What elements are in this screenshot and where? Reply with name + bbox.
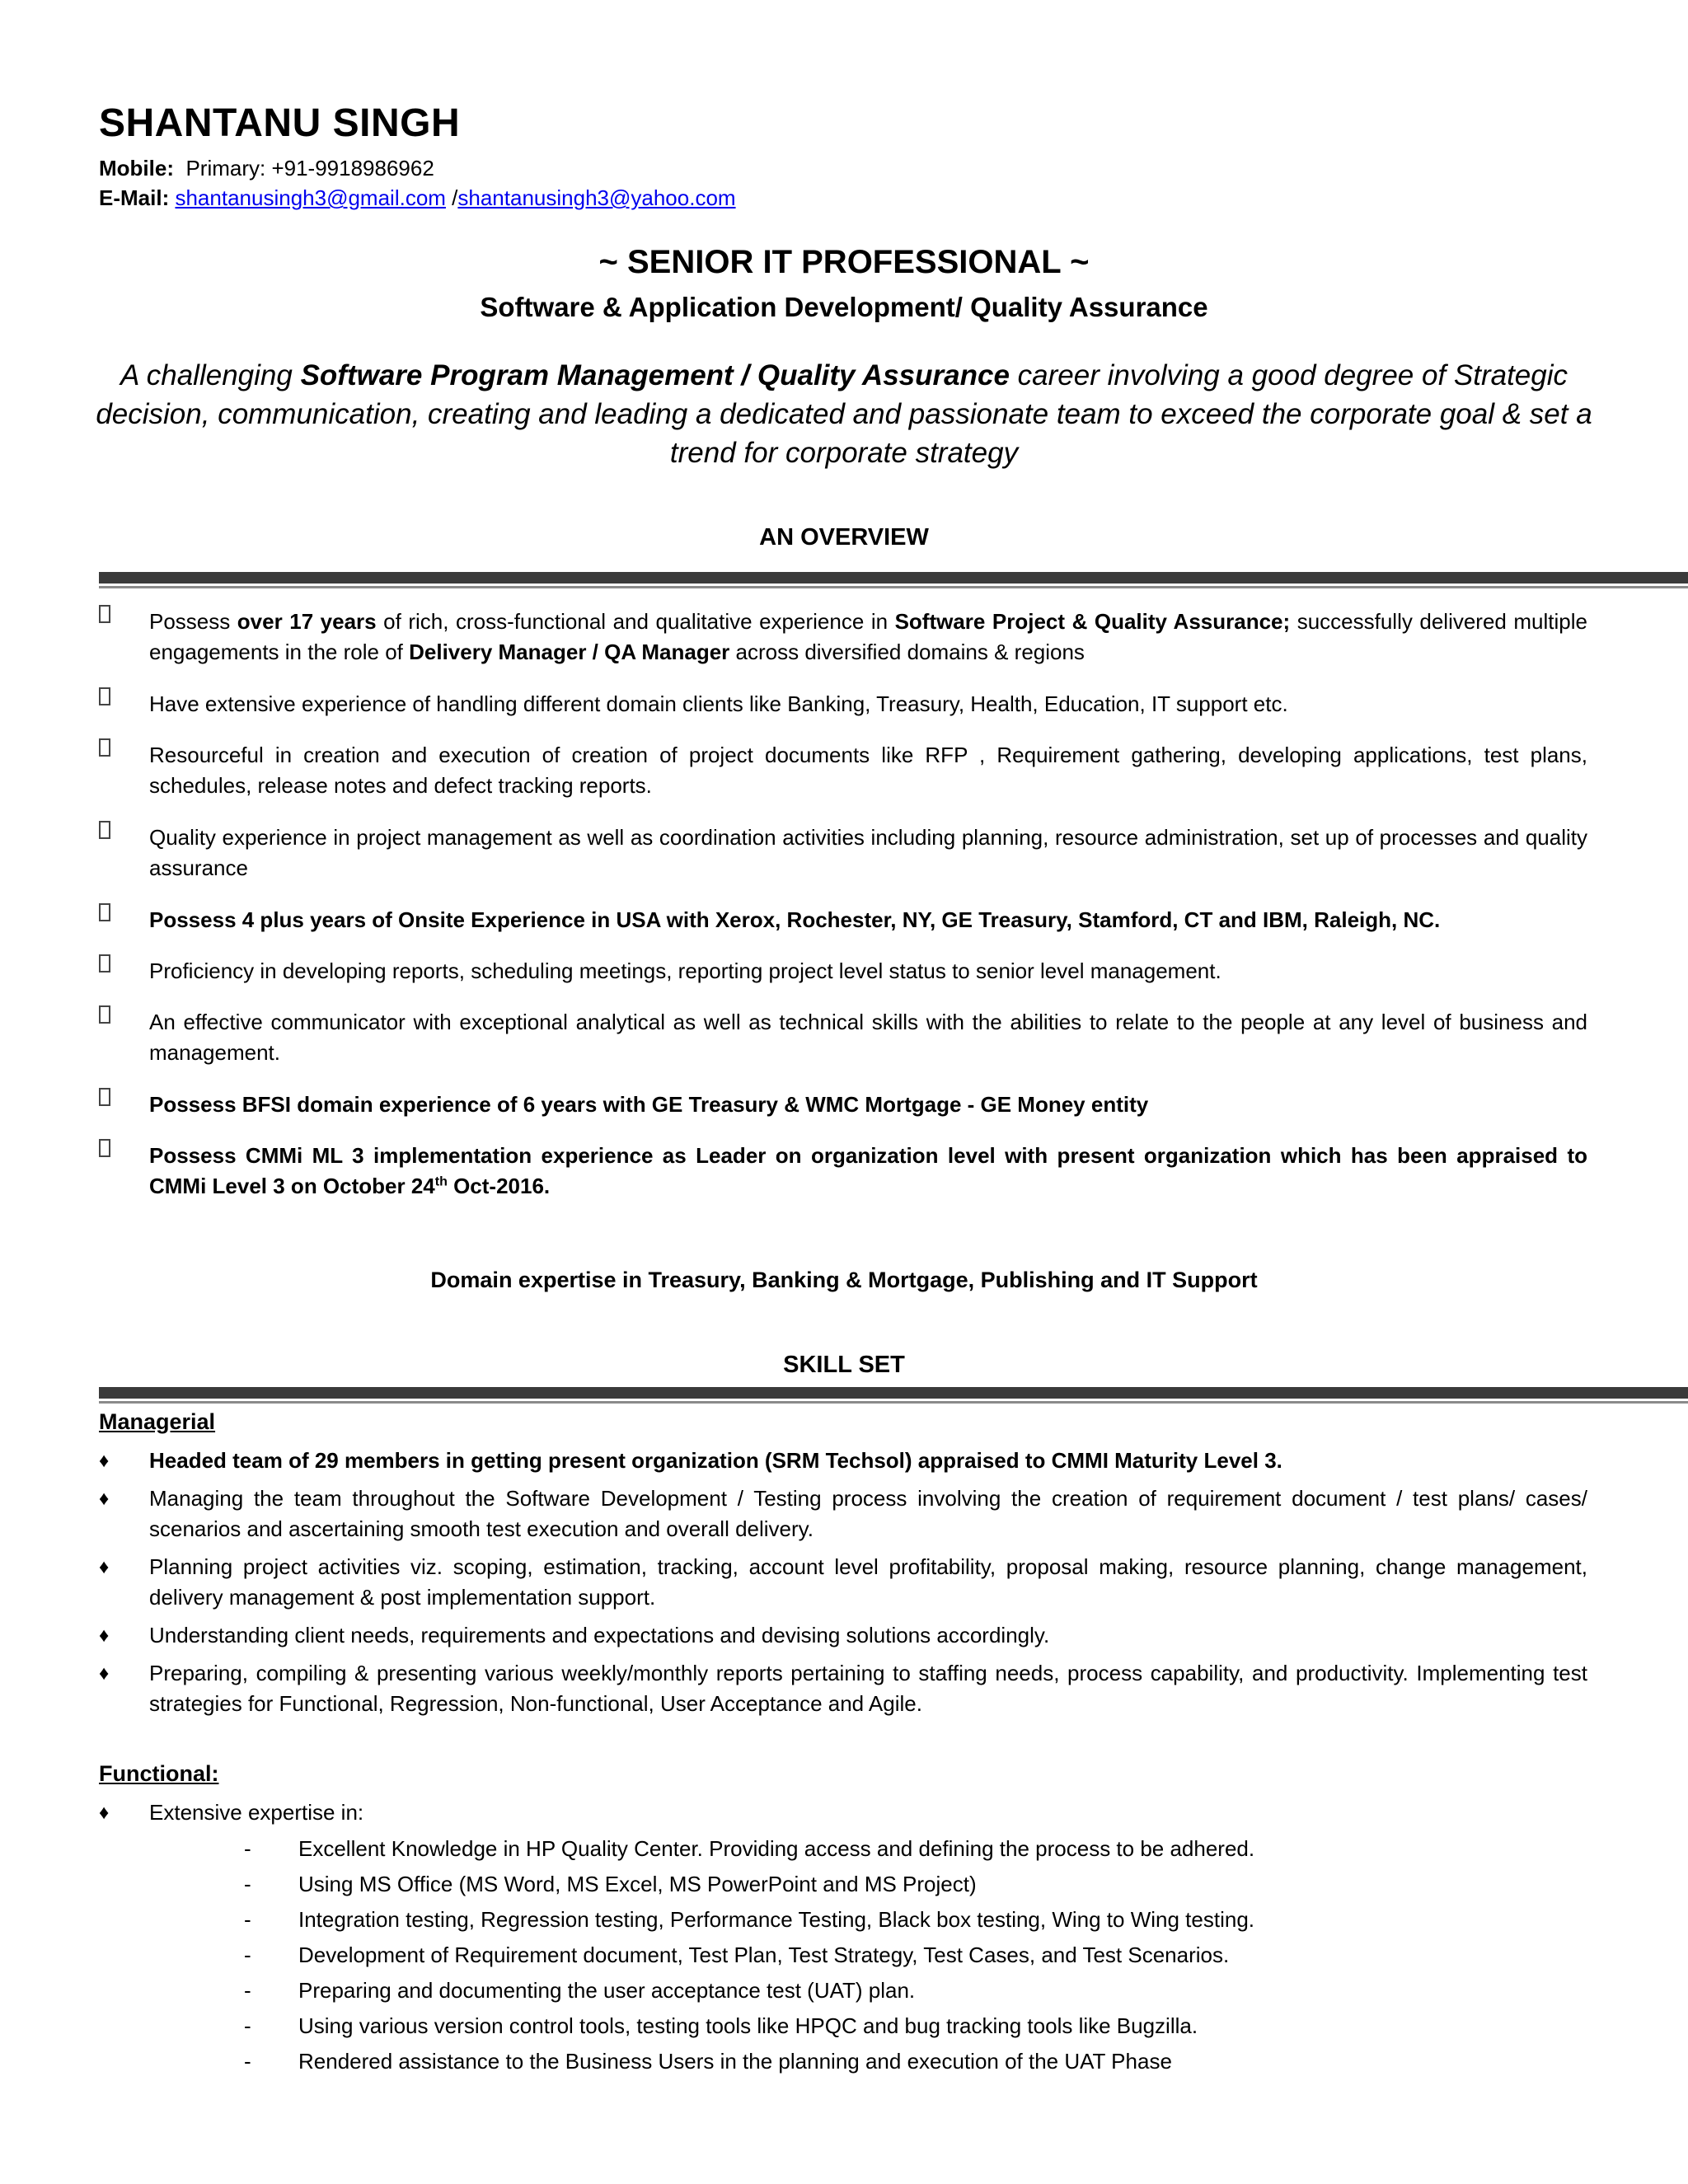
diamond-bullet-icon: ♦ (99, 1802, 110, 1824)
functional-item: - Using various version control tools, testing tools like HPQC and bug tracking tools like Bugzilla. (244, 2011, 1596, 2041)
overview-item: Proficiency in developing reports, scheduling meetings, reporting project level status to senior level management. (99, 956, 1587, 987)
skillset-title: SKILL SET (783, 1352, 905, 1378)
dash-bullet: - (244, 1872, 251, 1896)
overview-item: An effective communicator with exceptional analytical as well as technical skills with the abilities to relate to the people at any level of business and management. (99, 1007, 1587, 1068)
dash-bullet: - (244, 1836, 251, 1861)
diamond-bullet-icon: ♦ (99, 1488, 110, 1510)
managerial-item: ♦ Preparing, compiling & presenting various weekly/monthly reports pertaining to staffing needs, process capability, and productivity. Implementing test strategies for Functional, Regression, Non-functional, User Acceptance and Agile. (99, 1658, 1587, 1719)
functional-item: - Development of Requirement document, Test Plan, Test Strategy, Test Cases, and Test Scenarios. (244, 1940, 1596, 1971)
managerial-label: Managerial (99, 1409, 216, 1434)
managerial-item: ♦ Planning project activities viz. scoping, estimation, tracking, account level profitability, proposal making, resource planning, change management, delivery management & post implementation support. (99, 1552, 1587, 1613)
overview-item: Possess 4 plus years of Onsite Experience in USA with Xerox, Rochester, NY, GE Treasury, Stamford, CT and IBM, Raleigh, NC. (99, 905, 1587, 935)
mobile-label: Mobile: (99, 156, 174, 180)
dash-bullet: - (244, 2013, 251, 2038)
bullet-box-icon (99, 605, 110, 623)
dash-bullet: - (244, 1978, 251, 2003)
skillset-divider-thin (99, 1401, 1688, 1404)
bullet-box-icon (99, 1088, 110, 1106)
bullet-box-icon (99, 903, 110, 921)
overview-item: Have extensive experience of handling different domain clients like Banking, Treasury, Health, Education, IT support etc. (99, 689, 1587, 719)
overview-item: Possess over 17 years of rich, cross-functional and qualitative experience in Software Project & Quality Assurance; successfully delivered multiple engagements in the role of Delivery Manager / QA Manager across diversified domains & regions (99, 607, 1587, 668)
objective-emphasis: Software Program Management / Quality Assurance (300, 359, 1010, 391)
email-separator: / (445, 185, 458, 210)
diamond-bullet-icon: ♦ (99, 1556, 110, 1578)
career-objective (91, 356, 1597, 472)
overview-item: Quality experience in project management as well as coordination activities including planning, resource administration, set up of processes and quality assurance (99, 823, 1587, 883)
managerial-item: ♦ Managing the team throughout the Software Development / Testing process involving the creation of requirement document / test plans/ cases/ scenarios and ascertaining smooth test execution and overall delivery. (99, 1483, 1587, 1544)
overview-item: Resourceful in creation and execution of creation of project documents like RFP , Requirement gathering, developing applications, test plans, schedules, release notes and defect tracking reports. (99, 740, 1587, 801)
subheadline: Software & Application Development/ Quality Assurance (480, 292, 1208, 322)
functional-item: - Excellent Knowledge in HP Quality Center. Providing access and defining the process to be adhered. (244, 1834, 1596, 1864)
dash-bullet: - (244, 2049, 251, 2074)
dash-bullet: - (244, 1907, 251, 1932)
email-label: E-Mail: (99, 185, 170, 210)
functional-intro: ♦ Extensive expertise in: (99, 1797, 1587, 1828)
managerial-item: ♦ Understanding client needs, requirements and expectations and devising solutions accordingly. (99, 1620, 1587, 1651)
bullet-box-icon (99, 687, 110, 705)
overview-divider-thin (99, 586, 1688, 588)
email-primary-link[interactable]: shantanusingh3@gmail.com (175, 185, 446, 210)
overview-divider (99, 572, 1688, 583)
functional-item: - Rendered assistance to the Business Users in the planning and execution of the UAT Phase (244, 2046, 1596, 2077)
email-secondary-link[interactable]: shantanusingh3@yahoo.com (457, 185, 736, 210)
bullet-box-icon (99, 954, 110, 972)
bullet-box-icon (99, 1005, 110, 1024)
bullet-box-icon (99, 738, 110, 757)
functional-item: - Preparing and documenting the user acceptance test (UAT) plan. (244, 1975, 1596, 2006)
domain-expertise: Domain expertise in Treasury, Banking & Mortgage, Publishing and IT Support (430, 1268, 1258, 1292)
candidate-name: SHANTANU SINGH (99, 101, 461, 145)
diamond-bullet-icon: ♦ (99, 1450, 110, 1472)
overview-item: Possess BFSI domain experience of 6 years with GE Treasury & WMC Mortgage - GE Money entity (99, 1090, 1587, 1120)
managerial-item: ♦ Headed team of 29 members in getting present organization (SRM Techsol) appraised to CMMI Maturity Level 3. (99, 1446, 1587, 1476)
skillset-divider (99, 1387, 1688, 1399)
diamond-bullet-icon: ♦ (99, 1624, 110, 1647)
overview-title: AN OVERVIEW (759, 524, 929, 551)
overview-item: Possess CMMi ML 3 implementation experience as Leader on organization level with present organization which has been appraised to CMMi Level 3 on October 24th Oct-2016. (99, 1141, 1587, 1202)
mobile-line (99, 153, 434, 183)
objective-suffix: career involving a good degree of Strategic decision, communication, creating and leading a dedicated and passionate team to exceed the corporate goal & set a trend for corporate strategy (96, 359, 1592, 469)
email-line (99, 183, 736, 213)
headline: ~ SENIOR IT PROFESSIONAL ~ (598, 244, 1090, 280)
functional-item: - Using MS Office (MS Word, MS Excel, MS PowerPoint and MS Project) (244, 1869, 1596, 1900)
functional-label: Functional: (99, 1761, 219, 1786)
bullet-box-icon (99, 821, 110, 839)
diamond-bullet-icon: ♦ (99, 1662, 110, 1685)
dash-bullet: - (244, 1943, 251, 1967)
mobile-value: Primary: +91-9918986962 (185, 156, 434, 180)
bullet-box-icon (99, 1139, 110, 1157)
objective-prefix: A challenging (120, 359, 301, 391)
functional-item: - Integration testing, Regression testing, Performance Testing, Black box testing, Wing to Wing testing. (244, 1905, 1596, 1935)
